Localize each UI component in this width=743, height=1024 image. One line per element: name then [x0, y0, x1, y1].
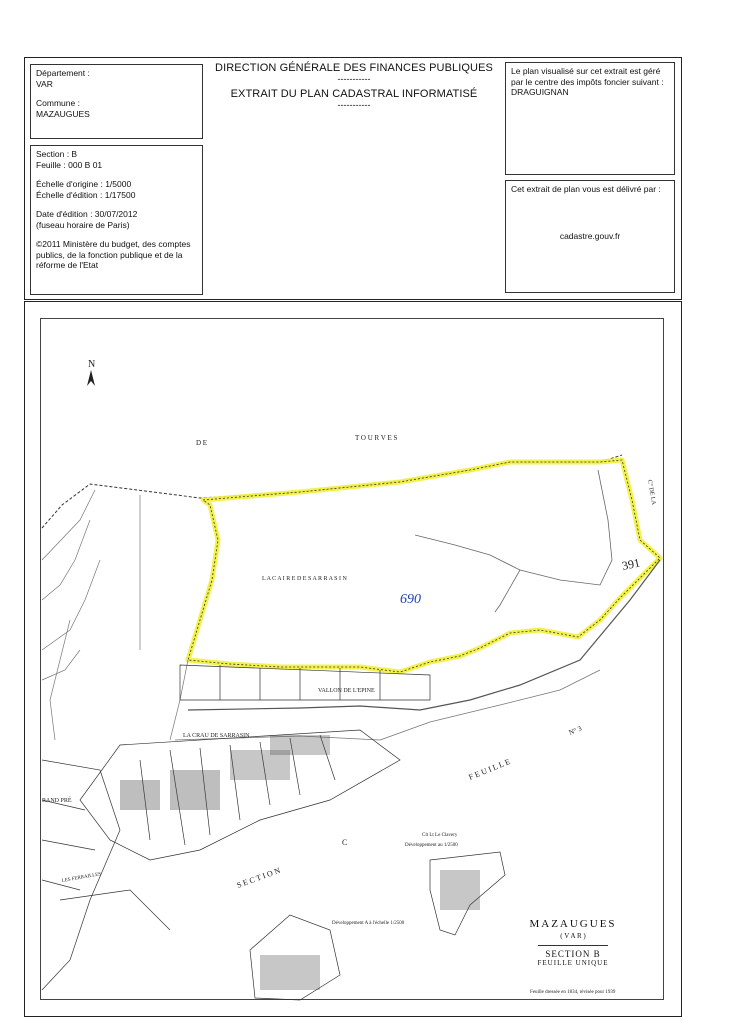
parcel-391-number: 391 [620, 555, 642, 573]
dev-note-2: Développement au 1/2500 [405, 843, 458, 848]
parcel-690-outline [188, 460, 660, 672]
footnote: Feuille dressée en 1834, révisée pour 1939 [530, 990, 616, 995]
road [188, 560, 660, 710]
commune-value: MAZAUGUES [36, 108, 90, 119]
road-2 [175, 670, 600, 740]
title-extrait: EXTRAIT DU PLAN CADASTRAL INFORMATISÉ [230, 88, 478, 100]
north-label: N [88, 359, 96, 370]
map-title-var: ( V A R ) [560, 932, 586, 940]
dev-a: Développement A à l'échelle 1/2500 [332, 921, 405, 926]
echelle-origine: Échelle d'origine : 1/5000 [36, 179, 132, 189]
commune-boundary [42, 455, 622, 528]
label-ch: C° DE LA [646, 479, 657, 506]
map-title-feuille: FEUILLE UNIQUE [537, 959, 609, 967]
dev-note-1: Clt Lt Le Clavery [422, 833, 458, 838]
centre-line-3: DRAGUIGNAN [511, 87, 569, 97]
label-vallon: VALLON DE L'EPINE [318, 688, 375, 694]
centre-line-1: Le plan visualisé sur cet extrait est géré [511, 66, 661, 76]
title-divider [538, 945, 608, 946]
map-title-section: SECTION B [545, 949, 601, 959]
copyright-1: ©2011 Ministère du budget, des comptes [36, 239, 191, 249]
label-caire: L A C A I R E D E S A R R A S I N [262, 576, 347, 582]
label-grand-pre: RAND PRÉ [42, 798, 72, 804]
parcel-690-number: 690 [400, 592, 421, 607]
label-feuille: F E U I L L E [467, 757, 512, 782]
date-edition: Date d'édition : 30/07/2012 [36, 209, 138, 219]
label-crau: LA CRAU DE SARRASIN [183, 733, 250, 739]
west-parcel-lines [42, 490, 188, 740]
echelle-edition: Échelle d'édition : 1/17500 [36, 189, 136, 200]
label-de: D E [196, 439, 208, 447]
delivre-value: cadastre.gouv.fr [559, 230, 621, 241]
label-section: S E C T I O N [235, 865, 282, 890]
label-n3: N° 3 [567, 724, 583, 737]
commune-label: Commune : [36, 98, 80, 108]
departement-value: VAR [36, 78, 53, 89]
copyright-2: publics, de la fonction publique et de la [36, 249, 183, 260]
section-line: Section : B [36, 149, 78, 159]
label-tourves: T O U R V E S [355, 434, 398, 442]
map-title-block [518, 918, 628, 967]
title-dash-1: ----------- [337, 74, 371, 84]
title-dash-2: ----------- [337, 100, 371, 110]
map-title-main: MAZAUGUES [529, 918, 617, 930]
copyright-3: réforme de l'Etat [36, 260, 99, 270]
parcel-690-highlight [188, 460, 660, 672]
fuseau: (fuseau horaire de Paris) [36, 219, 130, 230]
title-dgfip: DIRECTION GÉNÉRALE DES FINANCES PUBLIQUES [215, 62, 493, 74]
feuille-line: Feuille : 000 B 01 [36, 159, 103, 170]
label-ferrailles: LES FERRAILLES [61, 872, 102, 884]
delivre-label: Cet extrait de plan vous est délivré par : [511, 184, 661, 194]
label-c: C [342, 838, 348, 847]
north-arrow-icon [87, 370, 95, 386]
centre-line-2: par le centre des impôts foncier suivant : [511, 76, 664, 87]
departement-label: Département : [36, 68, 90, 78]
stream-1 [415, 535, 520, 612]
dense-hatching [120, 735, 480, 990]
stream-2 [520, 470, 612, 585]
